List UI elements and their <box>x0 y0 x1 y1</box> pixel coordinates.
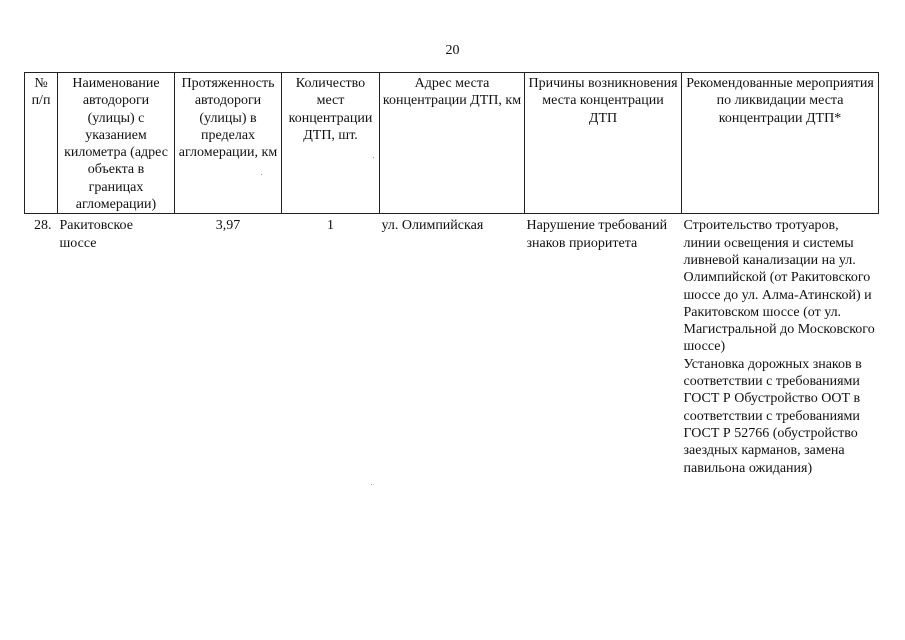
header-measures: Рекомендованные мероприятия по ликвидации места концентрации ДТП* <box>682 73 879 214</box>
row-cause: Нарушение требований знаков приоритета <box>526 218 668 251</box>
scan-speck <box>261 174 262 175</box>
header-address: Адрес места концентрации ДТП, км <box>380 73 525 214</box>
table-row <box>25 214 879 477</box>
header-row <box>25 73 879 214</box>
row-road-name: Ракитовское шоссе <box>59 218 133 251</box>
concentration-table <box>24 72 879 477</box>
row-length: 3,97 <box>215 218 241 234</box>
row-address: ул. Олимпийская <box>381 218 484 234</box>
header-length: Протяженность автодороги (улицы) в пределах агломерации, км <box>175 73 282 214</box>
header-number: № п/п <box>25 73 58 214</box>
row-number: 28. <box>34 218 52 234</box>
scan-speck <box>373 157 374 158</box>
scan-speck <box>371 484 372 485</box>
row-count: 1 <box>327 218 334 234</box>
header-count: Количество мест концентрации ДТП, шт. <box>282 73 380 214</box>
header-causes: Причины возникновения места концентрации ДТП <box>525 73 682 214</box>
table-header <box>25 73 879 214</box>
row-measures: Строительство тротуаров, линии освещения и системы ливневой канализации на ул. Олимпийской (от Ракитовского шоссе до ул. Алма-Атинской) и Ракитовском шоссе (от ул. Магистральной до Московского шоссе) Установка дорожных знаков в соответствии с требованиями ГОСТ Р Обустройство ООТ в соответствии с требованиями ГОСТ Р 52766 (обустройство заездных карманов, замена павильона ожидания) <box>683 218 875 476</box>
table-body <box>25 214 879 477</box>
header-road-name: Наименование автодороги (улицы) с указанием километра (адрес объекта в границах агломерации) <box>58 73 175 214</box>
page-number: 20 <box>445 43 460 58</box>
